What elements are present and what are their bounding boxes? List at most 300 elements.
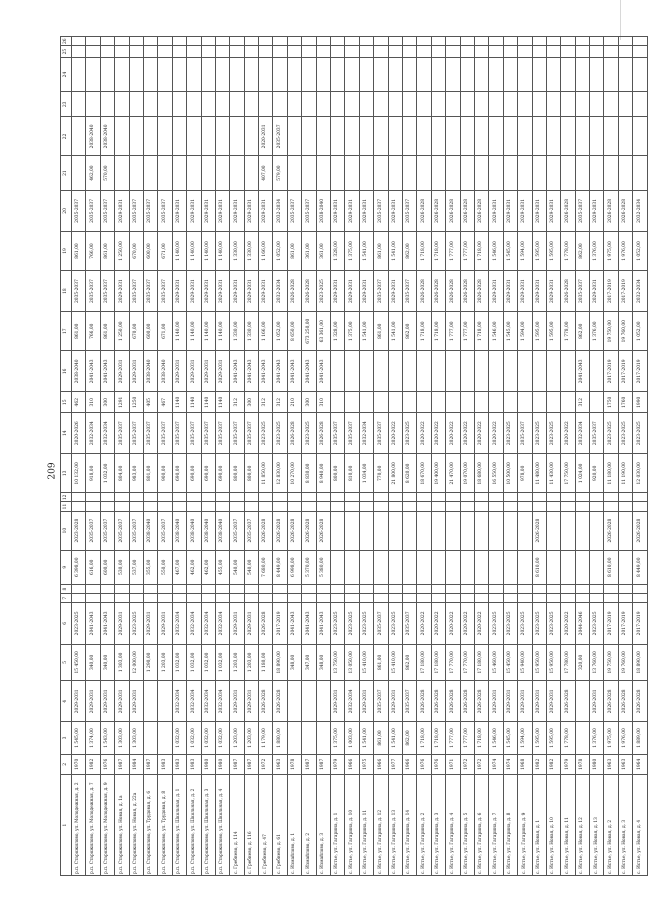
table-cell: 2032-2034 <box>633 270 647 311</box>
table-cell <box>446 351 460 392</box>
table-cell: 361,00 <box>302 232 316 271</box>
table-cell: 2035-2037 <box>273 117 287 156</box>
rotated-table-wrapper <box>60 36 642 876</box>
table-cell: 15 940,00 <box>518 644 532 681</box>
table-cell: 2026-2028 <box>474 681 488 722</box>
table-cell <box>474 117 488 156</box>
table-cell: 2029-2031 <box>244 270 258 311</box>
table-cell <box>273 92 287 117</box>
table-cell <box>345 584 359 593</box>
table-cell: 11 850,00 <box>259 454 273 493</box>
table-cell <box>532 37 546 46</box>
table-cell <box>129 156 143 190</box>
table-cell: 2029-2031 <box>546 190 560 231</box>
table-cell <box>143 493 157 502</box>
table-cell <box>633 57 647 91</box>
table-cell: 2041-2043 <box>230 351 244 392</box>
table-cell <box>503 351 517 392</box>
table-cell: 1966 <box>345 754 359 775</box>
table-cell: 300 <box>302 392 316 413</box>
table-cell <box>244 92 258 117</box>
table-cell <box>575 502 589 511</box>
table-cell: 310 <box>316 392 330 413</box>
table-cell: 10 132,00 <box>72 454 86 493</box>
table-row <box>172 37 186 876</box>
table-cell: 1 250,00 <box>115 232 129 271</box>
table-cell: 2035-2037 <box>402 270 416 311</box>
table-cell: 2035-2037 <box>100 511 114 550</box>
table-cell: 2020-2022 <box>388 413 402 454</box>
table-cell: 19 760,00 <box>618 312 632 351</box>
table-cell <box>402 156 416 190</box>
table-cell <box>302 493 316 502</box>
table-cell: 2020-2022 <box>446 413 460 454</box>
table-cell <box>489 493 503 502</box>
table-cell: 1976 <box>431 754 445 775</box>
table-cell: 1 032,00 <box>100 454 114 493</box>
table-cell: 600,00 <box>100 550 114 584</box>
table-cell: 2038-2040 <box>201 511 215 550</box>
table-cell: 1 374,00 <box>86 722 100 754</box>
table-cell: 361,00 <box>316 232 330 271</box>
table-cell: 2035-2037 <box>287 190 301 231</box>
table-cell <box>201 46 215 57</box>
table-cell: 2020-2022 <box>489 413 503 454</box>
table-cell: 1 203,00 <box>244 644 258 681</box>
table-cell <box>259 46 273 57</box>
table-cell <box>518 550 532 584</box>
table-cell <box>604 117 618 156</box>
table-cell: 1978 <box>287 754 301 775</box>
table-cell <box>561 117 575 156</box>
table-cell: 2041-2043 <box>287 351 301 392</box>
table-cell <box>489 92 503 117</box>
table-cell: 2026-2028 <box>446 190 460 231</box>
table-cell: 2029-2031 <box>590 270 604 311</box>
table-cell <box>172 584 186 593</box>
table-cell: 2032-2034 <box>172 603 186 644</box>
table-cell <box>302 37 316 46</box>
table-cell <box>446 46 460 57</box>
table-cell <box>518 493 532 502</box>
table-cell <box>532 46 546 57</box>
table-cell: 300 <box>100 392 114 413</box>
table-cell: 462,00 <box>201 550 215 584</box>
table-cell <box>604 156 618 190</box>
column-number-header: 7 <box>61 594 72 603</box>
table-cell: 1980 <box>201 754 215 775</box>
table-cell: 1 140,00 <box>201 232 215 271</box>
table-cell <box>115 92 129 117</box>
table-cell: 2029-2031 <box>115 270 129 311</box>
table-cell: 2026-2028 <box>287 413 301 454</box>
table-cell <box>503 550 517 584</box>
table-cell <box>388 351 402 392</box>
table-cell <box>633 493 647 502</box>
table-cell: 2020-2022 <box>460 413 474 454</box>
table-cell: 1 140,00 <box>172 312 186 351</box>
table-cell <box>143 594 157 603</box>
table-cell: 2041-2043 <box>316 603 330 644</box>
table-cell: 1 778,00 <box>561 722 575 754</box>
table-cell: 1 777,00 <box>446 312 460 351</box>
table-cell <box>143 722 157 754</box>
table-cell: 2017-2019 <box>604 270 618 311</box>
table-cell <box>417 550 431 584</box>
table-cell: 2026-2028 <box>633 511 647 550</box>
table-cell: 1 330,00 <box>230 312 244 351</box>
table-cell: 11 180,00 <box>604 454 618 493</box>
table-cell: 2041-2043 <box>575 351 589 392</box>
table-cell <box>604 502 618 511</box>
table-cell: 1 718,00 <box>417 312 431 351</box>
table-cell <box>474 511 488 550</box>
address-cell: с. Гребнево, д. 47 <box>259 775 273 876</box>
table-cell <box>86 57 100 91</box>
table-cell: 2020-2022 <box>460 603 474 644</box>
table-cell: 2041-2043 <box>100 351 114 392</box>
table-cell: 1 546,00 <box>489 232 503 271</box>
table-cell <box>431 392 445 413</box>
table-cell: 2035-2037 <box>129 511 143 550</box>
table-cell: 1 034,00 <box>359 454 373 493</box>
table-cell <box>431 57 445 91</box>
table-cell: 1978 <box>575 754 589 775</box>
table-cell <box>302 92 316 117</box>
table-cell <box>489 511 503 550</box>
table-cell: 8 610,00 <box>532 550 546 584</box>
table-cell <box>158 584 172 593</box>
table-cell: 1250 <box>129 392 143 413</box>
table-cell <box>431 502 445 511</box>
table-cell <box>187 156 201 190</box>
table-cell <box>374 392 388 413</box>
table-cell: 2029-2031 <box>388 681 402 722</box>
table-cell <box>316 46 330 57</box>
table-cell: 2032-2034 <box>86 413 100 454</box>
table-cell: 2035-2037 <box>72 270 86 311</box>
table-cell <box>244 57 258 91</box>
table-cell <box>503 117 517 156</box>
table-cell: 2026-2028 <box>316 511 330 550</box>
table-cell <box>129 46 143 57</box>
table-cell: 2023-2025 <box>503 603 517 644</box>
table-row <box>201 37 215 876</box>
table-cell: 1 290,00 <box>143 644 157 681</box>
table-cell <box>359 550 373 584</box>
address-cell: с. Истье, ул. Новая, д. 1 <box>532 775 546 876</box>
table-cell: 1 052,00 <box>273 232 287 271</box>
table-cell: 2029-2031 <box>172 270 186 311</box>
table-cell <box>402 46 416 57</box>
table-cell: 2029-2031 <box>532 270 546 311</box>
table-body <box>72 37 648 876</box>
table-cell <box>215 92 229 117</box>
address-cell: с. Гребнево, д. 116 <box>244 775 258 876</box>
table-cell <box>359 351 373 392</box>
table-cell <box>331 584 345 593</box>
table-cell: 2029-2031 <box>518 270 532 311</box>
table-cell: 2026-2028 <box>460 190 474 231</box>
table-cell: 1968 <box>518 754 532 775</box>
table-cell: 2020-2022 <box>446 603 460 644</box>
table-cell: 2038-2040 <box>143 511 157 550</box>
table-cell: 2029-2031 <box>388 190 402 231</box>
table-row <box>489 37 503 876</box>
table-cell: 19 750,00 <box>604 644 618 681</box>
table-cell: 348,00 <box>316 644 330 681</box>
table-cell <box>518 57 532 91</box>
table-cell: 1750 <box>604 392 618 413</box>
column-number-header: 22 <box>61 117 72 156</box>
address-cell: с. Истье, ул. Гагарина, д. 9 <box>518 775 532 876</box>
table-cell <box>158 57 172 91</box>
table-cell <box>417 502 431 511</box>
table-cell: 2041-2043 <box>86 351 100 392</box>
table-cell <box>546 392 560 413</box>
table-cell <box>417 594 431 603</box>
table-cell <box>532 493 546 502</box>
table-cell <box>546 511 560 550</box>
table-cell: 2017-2019 <box>604 603 618 644</box>
table-cell <box>561 594 575 603</box>
table-cell <box>417 392 431 413</box>
table-cell: 1 330,00 <box>244 232 258 271</box>
table-cell <box>503 156 517 190</box>
table-cell: 920,00 <box>590 454 604 493</box>
table-cell <box>158 681 172 722</box>
table-cell: 2023-2025 <box>316 270 330 311</box>
table-cell <box>259 92 273 117</box>
address-cell: р.п. Старожилово, ул. Новая, д. 1а <box>115 775 129 876</box>
table-cell <box>273 57 287 91</box>
table-cell: 690,00 <box>187 454 201 493</box>
table-cell: 1976 <box>100 754 114 775</box>
table-cell: 2029-2031 <box>489 270 503 311</box>
table-row <box>374 37 388 876</box>
table-cell <box>158 502 172 511</box>
table-cell: 2029-2031 <box>244 603 258 644</box>
table-cell <box>316 493 330 502</box>
address-cell: с. Гребнево, д. 114 <box>230 775 244 876</box>
table-cell <box>201 57 215 91</box>
table-cell: 1 203,00 <box>158 644 172 681</box>
table-cell: 2026-2028 <box>618 190 632 231</box>
table-cell: 2044-2046 <box>575 603 589 644</box>
table-cell: 2026-2028 <box>302 511 316 550</box>
address-cell: р.п. Старожилово, ул. Молодежная, д. 9 <box>100 775 114 876</box>
table-cell <box>575 550 589 584</box>
table-row <box>187 37 201 876</box>
table-cell: 2023-2025 <box>72 603 86 644</box>
table-cell: 63 361,00 <box>316 312 330 351</box>
table-cell: 2029-2031 <box>331 190 345 231</box>
table-cell <box>402 550 416 584</box>
table-cell: 2017-2019 <box>618 270 632 311</box>
table-cell <box>316 117 330 156</box>
table-cell <box>489 502 503 511</box>
address-cell: с. Истье, ул. Гагарина, д. 4 <box>446 775 460 876</box>
table-cell <box>259 584 273 593</box>
table-cell <box>359 511 373 550</box>
table-cell: 2038-2040 <box>187 511 201 550</box>
table-cell <box>561 46 575 57</box>
table-cell: 2029-2031 <box>503 190 517 231</box>
table-cell <box>590 117 604 156</box>
address-cell: с. Измайлово, д. 2 <box>302 775 316 876</box>
table-cell <box>187 37 201 46</box>
table-cell <box>618 92 632 117</box>
table-cell <box>86 493 100 502</box>
table-cell <box>489 117 503 156</box>
table-cell: 1 303,00 <box>129 722 143 754</box>
address-cell: с. Истье, ул. Гагарина, д. 11 <box>359 775 373 876</box>
table-cell: 1 975,00 <box>604 722 618 754</box>
table-cell <box>287 502 301 511</box>
table-cell: 2035-2037 <box>100 270 114 311</box>
table-cell <box>172 57 186 91</box>
table-row <box>215 37 229 876</box>
table-cell <box>215 502 229 511</box>
table-cell: 540,00 <box>230 550 244 584</box>
table-cell: 1 778,00 <box>561 312 575 351</box>
table-cell: 13 050,00 <box>345 644 359 681</box>
table-cell: 900,00 <box>158 454 172 493</box>
table-cell <box>590 392 604 413</box>
table-cell <box>546 117 560 156</box>
table-cell: 1 250,00 <box>115 312 129 351</box>
address-cell: с. Измайлово, д. 3 <box>316 775 330 876</box>
table-cell: 455,00 <box>215 550 229 584</box>
table-cell <box>503 37 517 46</box>
table-cell <box>331 37 345 46</box>
table-cell: 1 545,00 <box>503 312 517 351</box>
table-cell: 1 777,00 <box>446 722 460 754</box>
table-cell: 800,00 <box>244 454 258 493</box>
table-cell <box>230 502 244 511</box>
table-row <box>230 37 244 876</box>
table-cell: 2023-2025 <box>259 413 273 454</box>
table-cell: 2035-2037 <box>590 413 604 454</box>
table-cell: 1982 <box>532 754 546 775</box>
address-cell: с. Истье, ул. Новая, д. 12 <box>575 775 589 876</box>
table-cell <box>590 511 604 550</box>
table-cell <box>374 57 388 91</box>
table-cell <box>633 584 647 593</box>
table-cell <box>259 594 273 603</box>
table-cell <box>244 46 258 57</box>
table-cell: 2029-2031 <box>215 351 229 392</box>
table-row <box>331 37 345 876</box>
table-cell: 2041-2043 <box>259 351 273 392</box>
table-cell: 1 541,00 <box>388 722 402 754</box>
table-cell: 2038-2040 <box>86 117 100 156</box>
table-cell <box>359 584 373 593</box>
table-cell: 2035-2037 <box>187 413 201 454</box>
table-cell <box>374 351 388 392</box>
table-cell: 2029-2031 <box>503 681 517 722</box>
table-cell <box>115 37 129 46</box>
table-cell: 1 778,00 <box>561 232 575 271</box>
table-cell <box>618 46 632 57</box>
table-cell <box>345 511 359 550</box>
table-cell <box>590 584 604 593</box>
table-cell <box>72 46 86 57</box>
table-cell: 1 595,00 <box>546 312 560 351</box>
table-cell <box>143 57 157 91</box>
table-cell: 8 830,00 <box>302 454 316 493</box>
table-cell: 2026-2028 <box>287 270 301 311</box>
table-row <box>618 37 632 876</box>
table-cell <box>129 502 143 511</box>
table-cell <box>474 594 488 603</box>
table-cell: 861,00 <box>374 644 388 681</box>
table-cell <box>590 594 604 603</box>
table-cell: 600,00 <box>143 312 157 351</box>
table-cell: 2038-2040 <box>100 117 114 156</box>
table-cell <box>201 502 215 511</box>
table-cell: 2029-2031 <box>503 270 517 311</box>
table-cell <box>561 351 575 392</box>
table-cell: 2041-2043 <box>302 603 316 644</box>
table-cell <box>460 584 474 593</box>
table-cell: 2035-2037 <box>158 413 172 454</box>
table-cell <box>244 493 258 502</box>
table-cell <box>158 92 172 117</box>
table-cell: 1983 <box>158 754 172 775</box>
table-cell: 12 830,00 <box>273 454 287 493</box>
table-cell <box>158 594 172 603</box>
table-cell <box>287 594 301 603</box>
table-row <box>633 37 647 876</box>
table-cell: 2029-2031 <box>489 681 503 722</box>
table-cell <box>532 92 546 117</box>
table-cell: 1 376,00 <box>590 312 604 351</box>
table-cell <box>402 92 416 117</box>
table-cell <box>489 584 503 593</box>
table-cell <box>230 594 244 603</box>
table-cell: 18 890,00 <box>633 644 647 681</box>
table-cell <box>532 392 546 413</box>
table-cell: 2029-2031 <box>546 270 560 311</box>
table-cell <box>172 46 186 57</box>
table-cell: 2035-2037 <box>143 190 157 231</box>
table-cell <box>532 584 546 593</box>
table-cell: 1 032,00 <box>172 644 186 681</box>
table-cell: 579,00 <box>273 156 287 190</box>
address-cell: р.п. Старожилово, ул. Школьная, д. 1 <box>172 775 186 876</box>
table-cell: 15 950,00 <box>546 644 560 681</box>
table-cell: 1987 <box>230 754 244 775</box>
table-cell: 670,00 <box>129 312 143 351</box>
table-cell: 2032-2034 <box>273 190 287 231</box>
table-cell <box>388 594 402 603</box>
column-number-header: 10 <box>61 511 72 550</box>
table-cell: 2035-2037 <box>230 511 244 550</box>
table-cell: 2017-2019 <box>604 351 618 392</box>
table-cell <box>316 722 330 754</box>
table-cell: 1 975,00 <box>604 232 618 271</box>
table-cell <box>460 594 474 603</box>
table-cell <box>633 46 647 57</box>
table-cell: 2023-2025 <box>388 603 402 644</box>
table-cell: 1 777,00 <box>460 312 474 351</box>
address-cell: с. Истье, ул. Новая, д. 11 <box>561 775 575 876</box>
table-cell: 2038-2040 <box>172 511 186 550</box>
table-cell <box>259 502 273 511</box>
table-cell: 1 376,00 <box>590 232 604 271</box>
table-cell <box>143 156 157 190</box>
